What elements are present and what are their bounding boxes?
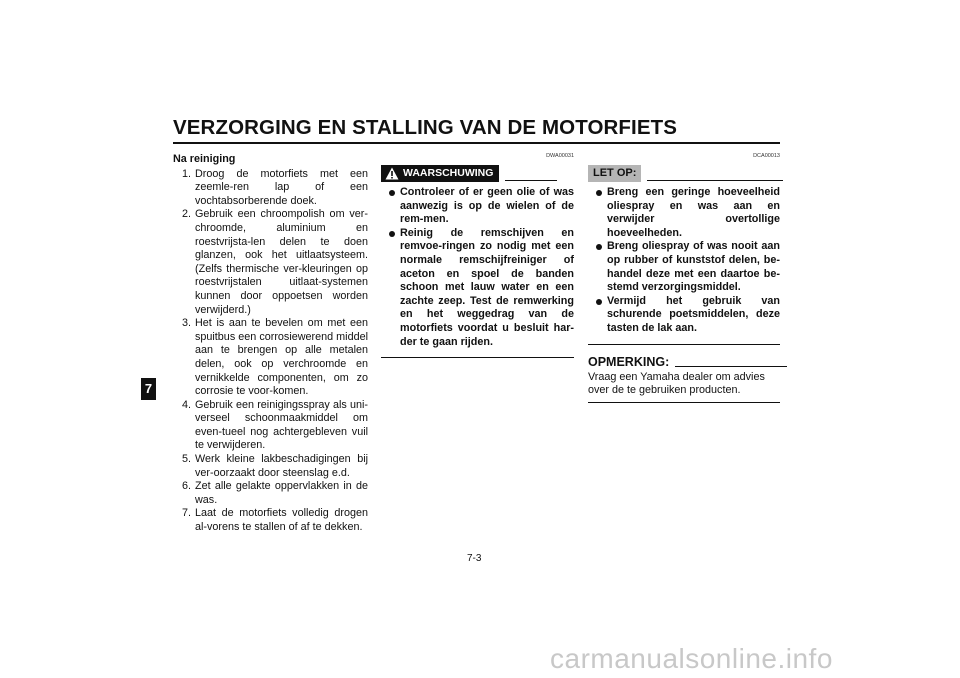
warning-item-text: Reinig de remschijven en remvoe-ringen zo nodig met een normale remschijfreiniger of aceton en spoel de banden schoon met lauw water en een zachte zeep. Test de remwerking en het weggedrag van de motorfiets voordat u besluit har-der te gaan rijden. xyxy=(400,226,574,348)
chapter-tab: 7 xyxy=(141,378,156,400)
warning-label-text: WAARSCHUWING xyxy=(403,167,494,179)
watermark: carmanualsonline.info xyxy=(550,643,833,674)
caution-header xyxy=(588,165,780,182)
page-title: VERZORGING EN STALLING VAN DE MOTORFIETS xyxy=(173,116,677,139)
caution-item xyxy=(588,186,780,240)
step-item xyxy=(173,317,368,399)
caution-header-rule xyxy=(647,180,783,181)
step-item xyxy=(173,168,368,209)
bullet-dot xyxy=(389,231,395,237)
bullet-dot xyxy=(389,190,395,196)
section-heading: Na reiniging xyxy=(173,153,236,165)
right-column xyxy=(588,153,780,403)
note-label: OPMERKING: xyxy=(588,354,670,369)
caution-end-rule xyxy=(588,344,780,345)
caution-list xyxy=(588,186,780,336)
step-text: Zet alle gelakte oppervlakken in de was. xyxy=(195,480,368,506)
bullet-dot xyxy=(596,299,602,305)
bullet-dot xyxy=(596,244,602,250)
step-item xyxy=(173,399,368,453)
step-text: Gebruik een reinigingsspray als uni-verseel schoonmaakmiddel om even-tueel nog achtergebleven vuil te verwijderen. xyxy=(195,398,368,452)
step-item xyxy=(173,208,368,317)
step-text: Gebruik een chroompolish om ver-chroomde, aluminium en roestvrijsta-len delen te doen glanzen, ook het uitlaatsysteem. (Zelfs thermische ver-kleuringen op roestvrijstalen uitlaat-systemen kunnen door oppoetsen worden verwijderd.) xyxy=(195,208,368,316)
note-text: Vraag een Yamaha dealer om advies over de te gebruiken producten. xyxy=(588,370,765,397)
warning-end-rule xyxy=(381,357,574,358)
bullet-dot xyxy=(596,190,602,196)
caution-item-text: Breng een geringe hoeveelheid oliespray en was aan en verwijder overtollige hoeveelheden. xyxy=(607,186,780,239)
step-number: 2. xyxy=(182,208,192,221)
caution-label: LET OP: xyxy=(588,165,641,182)
step-item xyxy=(173,480,368,507)
step-text: Werk kleine lakbeschadigingen bij ver-oorzaakt door steenslag e.d. xyxy=(195,453,368,479)
step-item xyxy=(173,507,368,534)
step-number: 1. xyxy=(182,167,192,180)
page-number: 7-3 xyxy=(467,553,482,564)
step-item xyxy=(173,453,368,480)
caution-item xyxy=(588,295,780,336)
warning-triangle-icon xyxy=(385,167,399,180)
steps-list xyxy=(173,168,368,535)
warning-code: DWA00031 xyxy=(546,153,574,159)
title-rule xyxy=(173,142,780,144)
left-column xyxy=(173,153,368,535)
step-text: Het is aan te bevelen om met een spuitbus een corrosiewerend middel aan te brengen op alle metalen delen, ook op verchroomde en vernikkelde componenten, om zo corrosie te voor-komen. xyxy=(195,317,368,398)
caution-item xyxy=(588,240,780,294)
warning-item xyxy=(381,186,574,227)
step-number: 7. xyxy=(182,507,192,520)
warning-box xyxy=(381,153,574,358)
caution-item-text: Vermijd het gebruik van schurende poetsmiddelen, deze tasten de lak aan. xyxy=(607,294,780,334)
warning-item-text: Controleer of er geen olie of was aanwezig is op de wielen of de rem-men. xyxy=(400,186,574,226)
step-text: Laat de motorfiets volledig drogen al-vorens te stallen of af te dekken. xyxy=(195,507,368,534)
caution-item-text: Breng oliespray of was nooit aan op rubber of kunststof delen, be-handel deze met een daartoe be-stemd verzorgingsmiddel. xyxy=(607,240,780,294)
step-number: 4. xyxy=(182,398,192,411)
warning-header xyxy=(381,165,574,182)
step-number: 3. xyxy=(182,317,192,330)
warning-list xyxy=(381,186,574,349)
note-header-rule xyxy=(675,366,787,367)
step-text: Droog de motorfiets met een zeemle-ren lap of een vochtabsorberende doek. xyxy=(195,167,368,207)
note-end-rule xyxy=(588,402,780,403)
note-header xyxy=(588,355,780,370)
step-number: 6. xyxy=(182,480,192,493)
step-number: 5. xyxy=(182,453,192,466)
warning-item xyxy=(381,227,574,349)
warning-label xyxy=(381,165,499,182)
warning-header-rule xyxy=(505,180,557,181)
caution-code: DCA00013 xyxy=(753,153,780,159)
